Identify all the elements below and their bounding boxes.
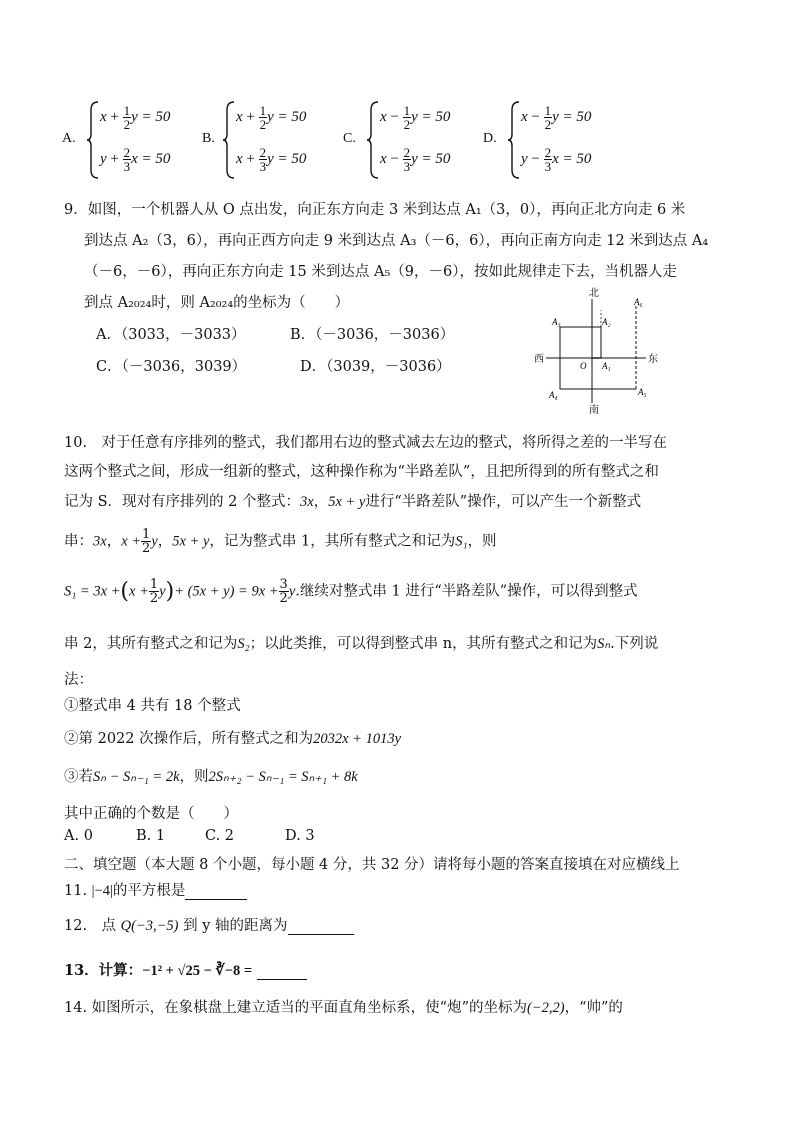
q10-option-b: B. 1 — [136, 828, 166, 844]
q13: 13．计算：−1² + √25 − ∛−8 = — [64, 959, 307, 980]
label-a2: A₂ — [602, 317, 611, 327]
q10-line-1: 10. 对于任意有序排列的整式，我们都用右边的整式减去左边的整式，将所得之差的一半写在 — [64, 435, 668, 451]
q9-line-4: 到点 A₂₀₂₄时，则 A₂₀₂₄的坐标为（ ） — [84, 295, 350, 311]
label-a3: A₃ — [552, 317, 561, 327]
q10-line-5: S₁ = 3x +(x + $\frac{1}{2}$ y)+ (5x + y) = 9x + $\frac{3}{2}$ y.继续对整式串 1 进行“半路差队”操作，可以得到整式 — [64, 577, 638, 606]
q10-line-4: 串：3x，x + $\frac{1}{2}$ y，5x + y，记为整式串 1，其所有整式之和记为S₁，则 — [64, 527, 497, 556]
brace-icon — [222, 100, 236, 180]
label-west: 西 — [534, 354, 544, 365]
option-d-system: x − $\frac{1}{2}$ y = 50 y − $\frac{2}{3}$ x = 50 — [507, 100, 617, 180]
q9-option-a: A．（3033，－3033） — [96, 327, 246, 343]
q9-option-d: D．（3039，－3036） — [300, 359, 451, 375]
brace-icon — [507, 100, 521, 180]
label-south: 南 — [589, 405, 599, 415]
q9-line-3: （－6，－6），再向正东方向走 15 米到达点 A₅（9，－6），按如此规律走下去，当机器人走 — [84, 264, 677, 280]
label-a4: A₄ — [549, 390, 558, 400]
answer-blank-11[interactable] — [185, 883, 247, 900]
q10-statement-3: ③若Sₙ − Sₙ₋₁ = 2k，则2Sₙ₊₂ − Sₙ₋₁ = Sₙ₊₁ + 8k — [64, 769, 358, 785]
option-d-label: D. — [483, 131, 497, 146]
q9-option-c: C．（－3036，3039） — [96, 359, 247, 375]
q10-option-d: D. 3 — [285, 828, 315, 844]
section-2-heading: 二、填空题（本大题 8 个小题，每小题 4 分，共 32 分）请将每小题的答案直接填在对应横线上 — [64, 857, 680, 873]
q10-statement-2: ②第 2022 次操作后，所有整式之和为2032x + 1013y — [64, 731, 402, 747]
q10-option-a: A. 0 — [64, 828, 93, 844]
q10-line-7: 法： — [64, 672, 93, 688]
option-a-label: A. — [62, 131, 76, 146]
option-c-label: C. — [343, 131, 356, 146]
label-a1: A₁ — [602, 361, 611, 371]
answer-blank-13[interactable] — [257, 962, 307, 980]
label-origin: O — [580, 361, 587, 371]
label-north: 北 — [589, 288, 599, 299]
option-b-system: x + $\frac{1}{2}$ y = 50 x + $\frac{2}{3}$ y = 50 — [222, 100, 332, 180]
q14: 14. 如图所示，在象棋盘上建立适当的平面直角坐标系，使“炮”的坐标为(−2,2)，“帅”的 — [64, 1000, 623, 1016]
option-c-system: x − $\frac{1}{2}$ y = 50 x − $\frac{2}{3}$ y = 50 — [366, 100, 476, 180]
option-a-system: x + $\frac{1}{2}$ y = 50 y + $\frac{2}{3}$ x = 50 — [86, 100, 196, 180]
q9-line-1: 9．如图，一个机器人从 O 点出发，向正东方向走 3 米到达点 A₁（3，0），再向正北方向走 6 米 — [64, 202, 686, 218]
answer-blank-12[interactable] — [288, 918, 354, 935]
q10-question: 其中正确的个数是（ ） — [64, 806, 238, 822]
q9-figure — [530, 285, 670, 415]
brace-icon — [366, 100, 380, 180]
q9-option-b: B．（－3036，－3036） — [290, 327, 455, 343]
brace-icon — [86, 100, 100, 180]
q9-line-2: 到达点 A₂（3，6），再向正西方向走 9 米到达点 A₃（－6，6），再向正南方向走 12 米到达点 A₄ — [84, 233, 709, 249]
label-a6: A₆ — [634, 297, 643, 307]
label-east: 东 — [648, 354, 658, 365]
label-a5: A₅ — [638, 387, 647, 397]
q12: 12. 点 Q(−3,−5) 到 y 轴的距离为 — [64, 914, 354, 935]
q10-option-c: C. 2 — [205, 828, 235, 844]
q10-line-3: 记为 S．现对有序排列的 2 个整式：3x，5x + y进行“半路差队”操作，可以产生一个新整式 — [64, 494, 642, 510]
q10-statement-1: ①整式串 4 共有 18 个整式 — [64, 698, 241, 714]
q10-line-6: 串 2，其所有整式之和记为S₂；以此类推，可以得到整式串 n，其所有整式之和记为Sₙ.下列说 — [64, 636, 659, 652]
q11: 11. |−4|的平方根是 — [64, 879, 247, 900]
option-b-label: B. — [202, 131, 215, 146]
q10-line-2: 这两个整式之间，形成一组新的整式，这种操作称为“半路差队”，且把所得到的所有整式之和 — [64, 464, 659, 480]
